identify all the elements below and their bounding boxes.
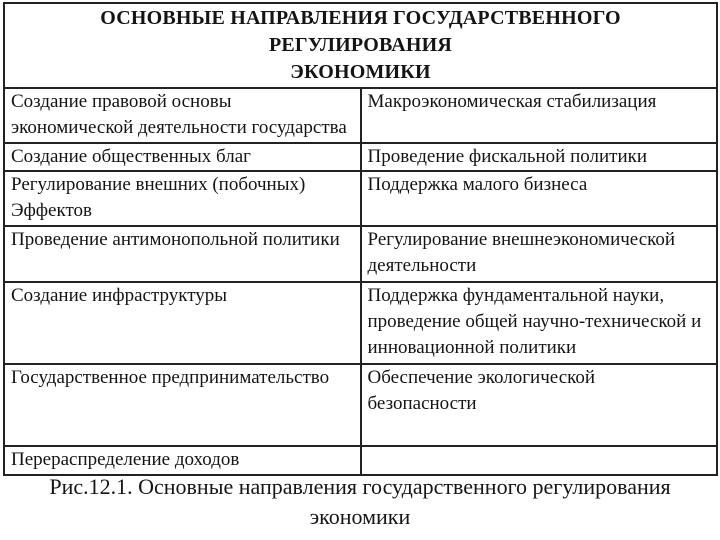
cell-text: проведение общей научно-технической и — [367, 311, 702, 332]
cell-text: деятельности — [367, 255, 477, 276]
figure-caption — [0, 472, 720, 532]
table-row — [4, 171, 717, 226]
cell-text: Перераспределение доходов — [11, 449, 240, 470]
cell-text: Поддержка малого бизнеса — [367, 174, 588, 195]
table-row — [4, 88, 717, 143]
table-cell-left — [4, 88, 361, 143]
cell-text: Эффектов — [11, 200, 92, 221]
caption-line-1: Рис.12.1. Основные направления государственного регулирования — [49, 474, 671, 499]
cell-text: Проведение фискальной политики — [367, 146, 648, 167]
table-cell-left — [4, 171, 361, 226]
cell-text: Обеспечение экологической — [367, 367, 596, 388]
cell-text: Создание инфраструктуры — [11, 285, 228, 306]
table-title — [4, 3, 717, 88]
table-header-row — [4, 3, 717, 88]
cell-text: Макроэкономическая стабилизация — [367, 91, 657, 112]
table-row — [4, 143, 717, 171]
regulation-table — [3, 2, 718, 476]
cell-text: Регулирование внешнеэкономической — [367, 229, 676, 250]
table-cell-left — [4, 143, 361, 171]
table-cell-right-empty — [361, 446, 718, 475]
cell-text: Регулирование внешних (побочных) — [11, 174, 306, 195]
cell-text: Поддержка фундаментальной науки, — [367, 285, 665, 306]
table — [3, 2, 718, 476]
cell-text: Проведение антимонопольной политики — [11, 229, 340, 250]
table-cell-right — [361, 88, 718, 143]
table-cell-right — [361, 364, 718, 446]
table-cell-left — [4, 364, 361, 446]
cell-text: Создание правовой основы — [11, 91, 232, 112]
table-row — [4, 446, 717, 475]
table-row — [4, 364, 717, 446]
cell-text: экономической деятельности государства — [11, 117, 347, 138]
table-cell-left — [4, 282, 361, 364]
table-cell-right — [361, 171, 718, 226]
cell-text: Государственное предпринимательство — [11, 367, 330, 388]
table-cell-left — [4, 446, 361, 475]
table-title-line-1: ОСНОВНЫЕ НАПРАВЛЕНИЯ ГОСУДАРСТВЕННОГО РЕГУЛИРОВАНИЯ — [100, 7, 621, 56]
caption-line-2: экономики — [309, 504, 411, 529]
table-row — [4, 226, 717, 282]
table-cell-right — [361, 282, 718, 364]
table-row — [4, 282, 717, 364]
table-cell-right — [361, 143, 718, 171]
table-cell-left — [4, 226, 361, 282]
cell-text: безопасности — [367, 393, 477, 414]
table-cell-right — [361, 226, 718, 282]
table-title-line-2: ЭКОНОМИКИ — [290, 61, 431, 83]
cell-text: инновационной политики — [367, 337, 577, 358]
cell-text: Создание общественных благ — [11, 146, 251, 167]
